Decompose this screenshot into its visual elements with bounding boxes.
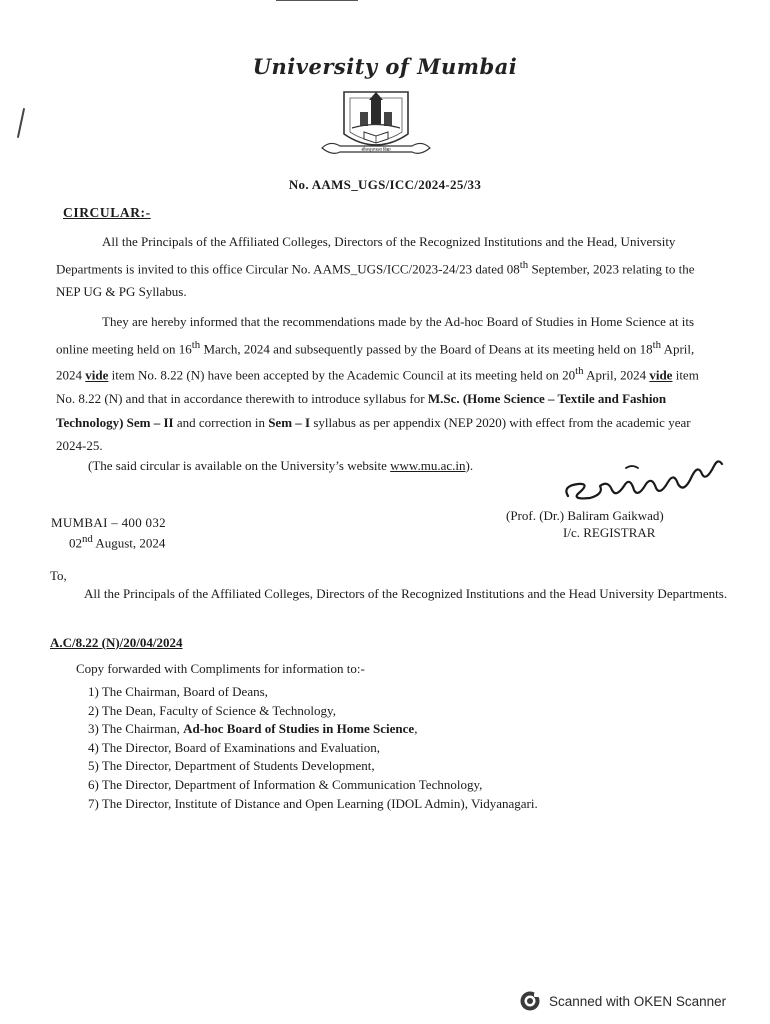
circular-paragraph-3: (The said circular is available on the University’s website www.mu.ac.in). [88,458,474,473]
top-rule [276,0,358,1]
reference-number: No. AAMS_UGS/ICC/2024-25/33 [288,177,482,192]
camera-lens-icon [519,990,541,1012]
scanner-watermark [519,990,726,1012]
list-item: 4) The Director, Board of Examinations and Evaluation, [88,739,381,755]
handwritten-signature [560,446,730,508]
list-item: 5) The Director, Department of Students Development, [88,758,375,774]
semester-name: Sem – I [268,414,311,430]
university-website-link[interactable]: www.mu.ac.in [390,458,466,473]
to-label: To, [50,568,67,583]
university-seal-emblem [316,86,436,170]
circular-paragraph-2: They are hereby informed that the recommendations made by the Ad-hoc Board of Studies in Home Science at its online meeting held on 16th March, 2024 and subsequently passed by the Board of Deans at its meeting held on 18th April, 2024 vide item No. 8.22 (N) have been accepted by the Academic Council at its meeting held on 20th April, 2024 vide item No. 8.22 (N) and that in accordance therewith to introduce syllabus for M.Sc. (Home Science – Textile and Fashion Technology) Sem – II and correction in Sem – I syllabus as per appendix (NEP 2020) with effect from the academic year 2024-25. [56,314,699,454]
vide-term: vide [85,367,109,383]
copy-forward-intro: Copy forwarded with Compliments for information to:- [76,661,365,676]
list-item: 1) The Chairman, Board of Deans, [88,684,268,699]
signatory-title: I/c. REGISTRAR [563,525,656,540]
issuing-city: MUMBAI – 400 032 [51,515,166,530]
circular-heading: CIRCULAR:- [63,205,151,220]
list-item: 6) The Director, Department of Information & Communication Technology, [88,776,483,792]
program-name: M.Sc. (Home Science – Textile and Fashion Technology) Sem – II [56,391,667,430]
list-item: 3) The Chairman, Ad-hoc Board of Studies in Home Science, [88,721,418,737]
recipients-body: All the Principals of the Affiliated Colleges, Directors of the Recognized Institutions and the Head University Departments. [84,586,728,601]
list-item: 7) The Director, Institute of Distance and Open Learning (IDOL Admin), Vidyanagari. [88,795,538,811]
signatory-name: (Prof. (Dr.) Baliram Gaikwad) [506,508,664,523]
academic-council-reference: A.C/8.22 (N)/20/04/2024 [50,635,183,650]
list-item: 2) The Dean, Faculty of Science & Technology, [88,702,336,718]
university-title: University of Mumbai [252,54,518,79]
scanner-watermark-text: Scanned with OKEN Scanner [549,993,727,1009]
margin-pen-mark [17,108,25,138]
issue-date: 02nd August, 2024 [69,533,166,551]
seal-motto-text: शीलवृत्तफला विद्या [361,147,391,152]
copy-recipient-list [88,683,538,813]
circular-paragraph-1: All the Principals of the Affiliated Colleges, Directors of the Recognized Institutions and the Head, University Departments is invited to this office Circular No. AAMS_UGS/ICC/2023-24/23 dated 08th September, 2023 relating to the NEP UG & PG Syllabus. [56,234,695,300]
vide-term: vide [649,367,673,383]
